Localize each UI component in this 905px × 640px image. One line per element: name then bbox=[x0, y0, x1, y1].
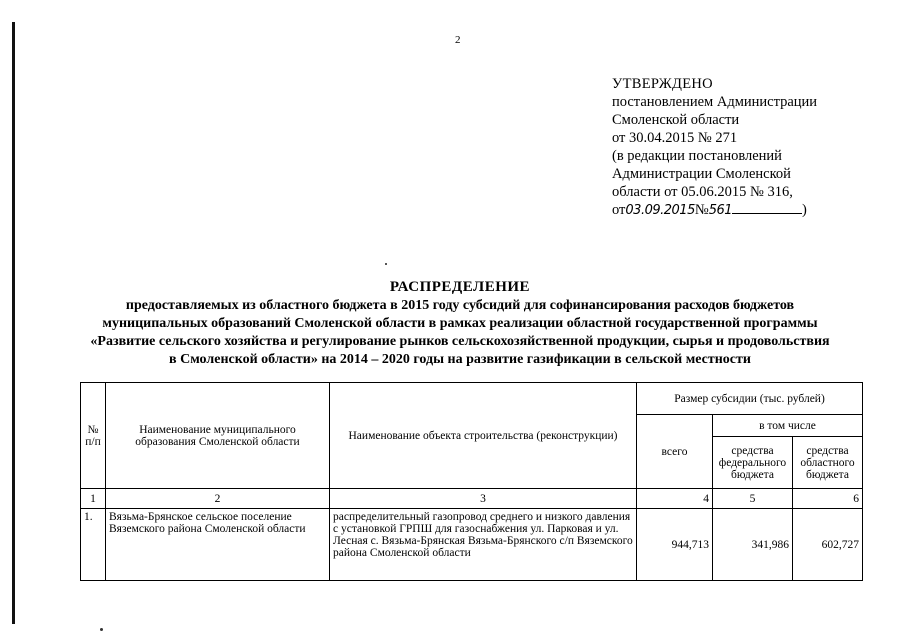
row-federal: 341,986 bbox=[713, 509, 793, 581]
title-line-2: муниципальных образований Смоленской области в рамках реализации областной государственной программы bbox=[102, 316, 818, 331]
row-municipality: Вязьма-Брянское сельское поселение Вяземского района Смоленской области bbox=[106, 509, 330, 581]
scan-dot bbox=[100, 628, 103, 631]
scan-edge-bar bbox=[12, 22, 15, 624]
title-main: РАСПРЕДЕЛЕНИЕ bbox=[389, 279, 531, 295]
approval-line-3: Смоленской области bbox=[612, 112, 740, 128]
approval-line-5: (в редакции постановлений bbox=[612, 148, 782, 164]
header-total: всего bbox=[637, 415, 713, 489]
column-number-row bbox=[81, 489, 863, 509]
header-num: № п/п bbox=[81, 383, 106, 489]
row-object: распределительный газопровод среднего и низкого давления с установкой ГРПШ для газоснабжения ул. Парковая и ул. Лесная с. Вязьма-Брянская Вязьма-Брянского с/п Вяземского района Смоленской области bbox=[330, 509, 637, 581]
scan-speck bbox=[385, 263, 387, 265]
number-sign: № bbox=[694, 202, 709, 218]
row-regional: 602,727 bbox=[793, 509, 863, 581]
header-regional: средства областного бюджета bbox=[793, 437, 863, 489]
approval-line-6: Администрации Смоленской bbox=[612, 166, 791, 182]
blank-underline bbox=[732, 201, 802, 214]
header-object: Наименование объекта строительства (реконструкции) bbox=[330, 383, 637, 489]
row-num: 1. bbox=[81, 509, 106, 581]
column-number: 5 bbox=[713, 489, 793, 509]
handwritten-date: 03.09.2015 bbox=[625, 203, 695, 218]
row-total: 944,713 bbox=[637, 509, 713, 581]
approval-line-7: области от 05.06.2015 № 316, bbox=[612, 184, 793, 200]
header-federal: средства федерального бюджета bbox=[713, 437, 793, 489]
approval-line-1: УТВЕРЖДЕНО bbox=[612, 76, 713, 92]
approval-line-2: постановлением Администрации bbox=[612, 94, 818, 110]
column-number: 3 bbox=[330, 489, 637, 509]
header-municipality: Наименование муниципального образования Смоленской области bbox=[106, 383, 330, 489]
approval-stamp bbox=[612, 75, 817, 220]
page-number: 2 bbox=[455, 34, 461, 46]
subsidy-table bbox=[80, 382, 863, 581]
approval-date-prefix: от bbox=[612, 202, 626, 218]
handwritten-number: 561 bbox=[708, 203, 733, 218]
column-number: 2 bbox=[106, 489, 330, 509]
column-number: 4 bbox=[637, 489, 713, 509]
closing-paren: ) bbox=[802, 202, 807, 218]
approval-line-4: от 30.04.2015 № 271 bbox=[612, 130, 738, 146]
document-title bbox=[60, 278, 860, 369]
title-line-1: предоставляемых из областного бюджета в 2015 году субсидий для софинансирования расходов бюджетов bbox=[125, 298, 795, 313]
title-line-3: «Развитие сельского хозяйства и регулирование рынков сельскохозяйственной продукции, сырья и продовольствия bbox=[90, 334, 830, 349]
table-row bbox=[81, 509, 863, 581]
approval-line-8 bbox=[612, 201, 817, 220]
header-subsidy: Размер субсидии (тыс. рублей) bbox=[637, 383, 863, 415]
column-number: 6 bbox=[793, 489, 863, 509]
title-line-4: в Смоленской области» на 2014 – 2020 годы на развитие газификации в сельской местности bbox=[169, 352, 751, 367]
column-number: 1 bbox=[81, 489, 106, 509]
header-including: в том числе bbox=[713, 415, 863, 437]
